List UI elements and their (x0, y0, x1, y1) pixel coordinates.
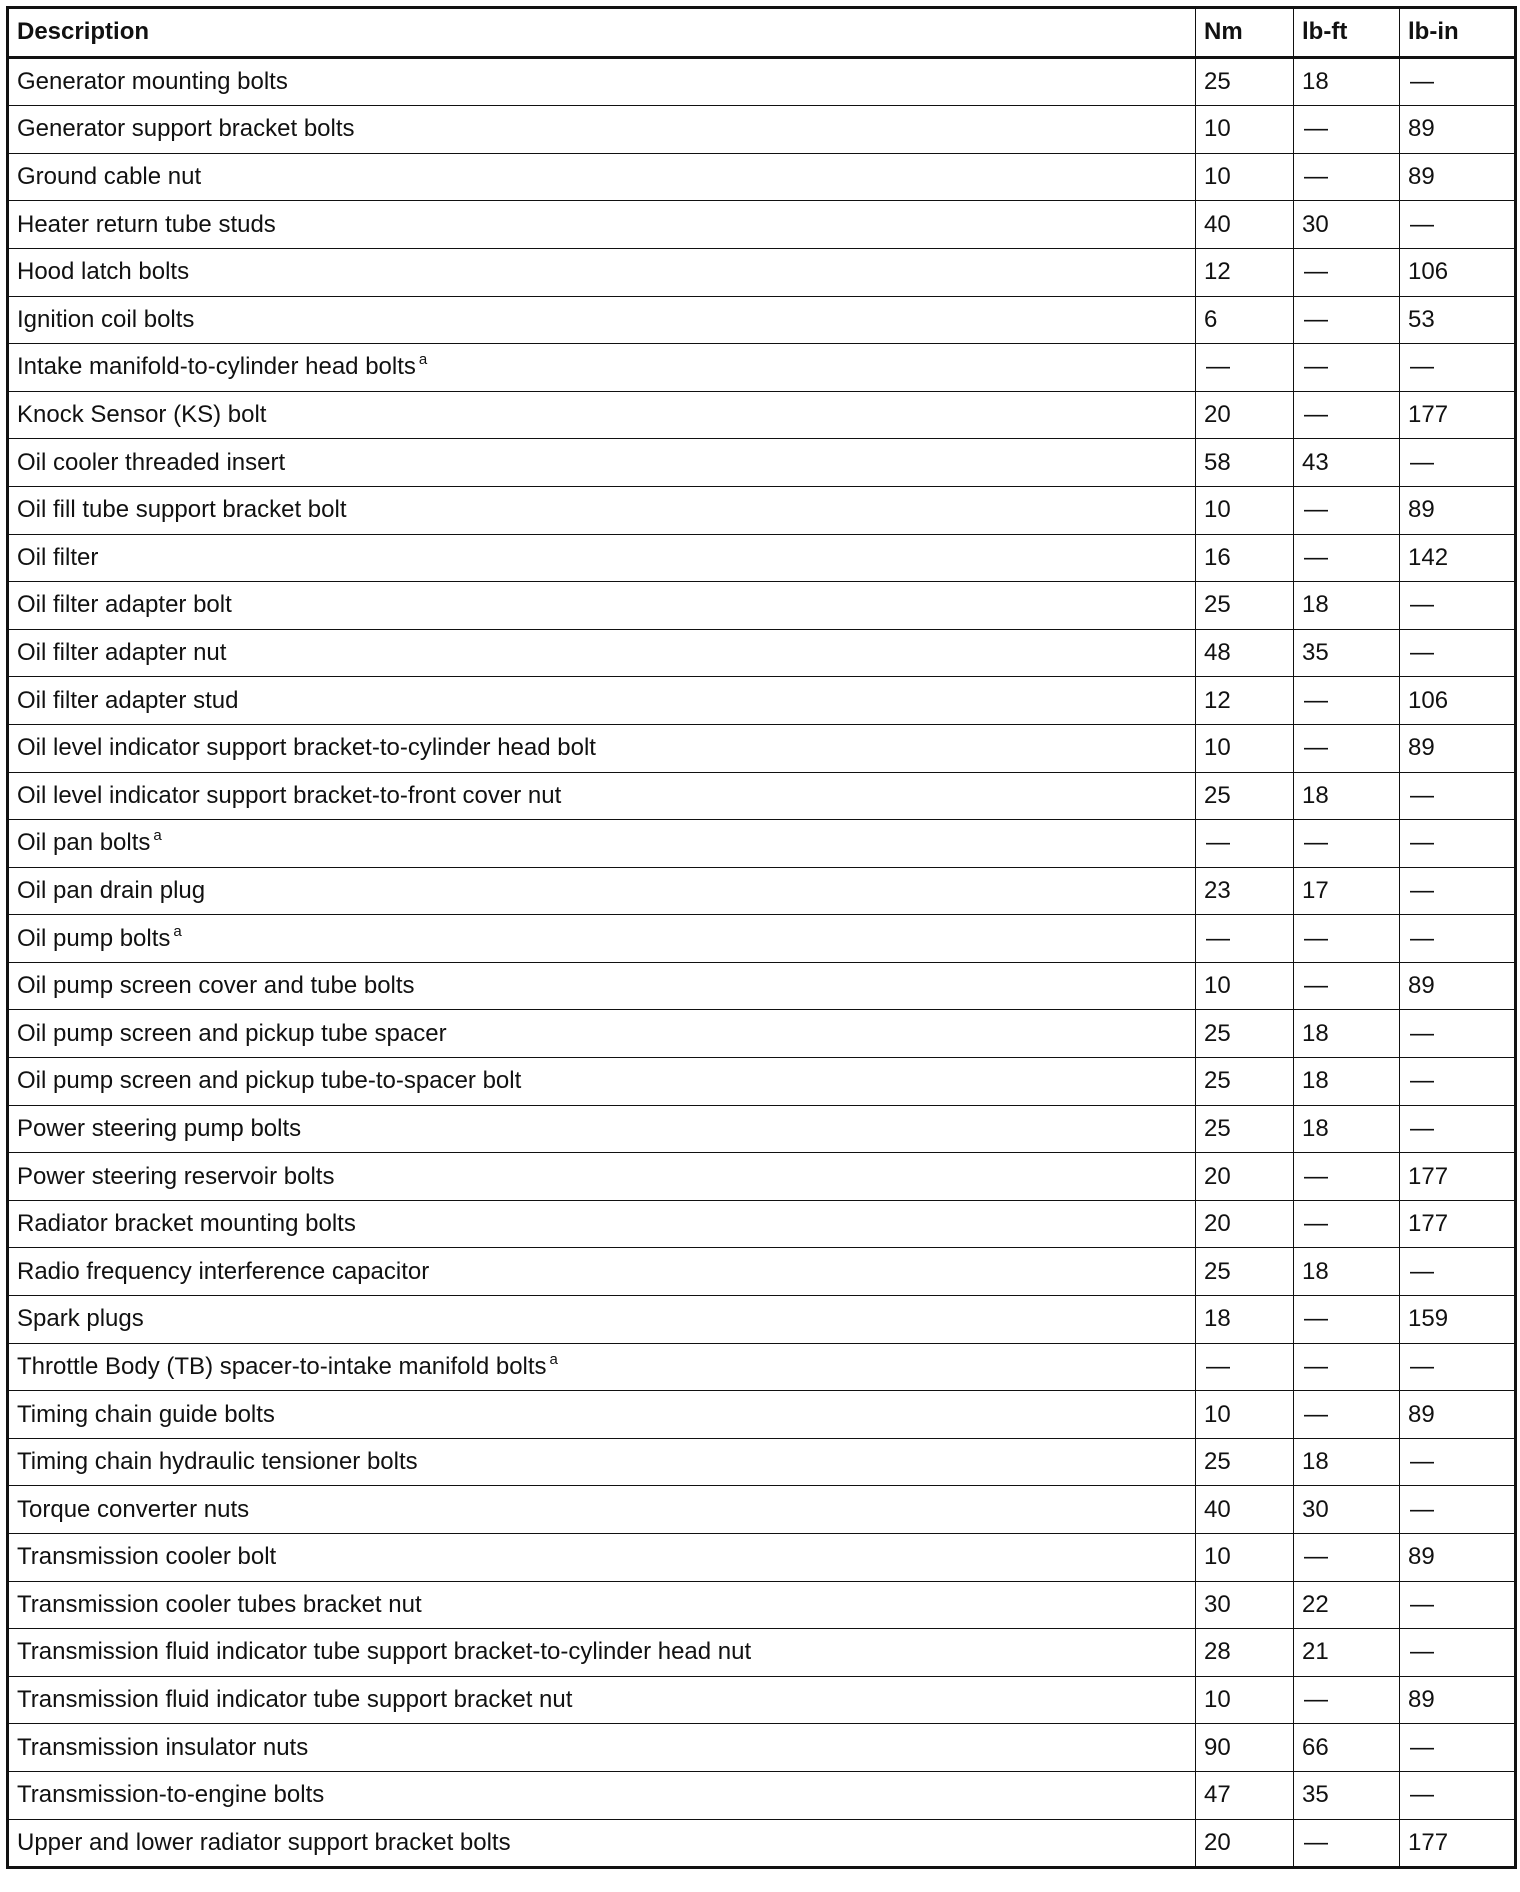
lbft-cell: — (1294, 391, 1400, 439)
lbft-cell: — (1294, 534, 1400, 582)
description-cell (8, 201, 1196, 249)
lbin-cell: 89 (1400, 106, 1516, 154)
lbin-cell: — (1400, 1629, 1516, 1677)
header-nm: Nm (1196, 8, 1294, 58)
table-row (8, 106, 1516, 154)
lbin-cell: 89 (1400, 1391, 1516, 1439)
table-row (8, 391, 1516, 439)
nm-cell: 16 (1196, 534, 1294, 582)
description-cell (8, 867, 1196, 915)
lbin-cell: 89 (1400, 962, 1516, 1010)
description-text: Oil pump screen and pickup tube spacer (17, 1019, 447, 1047)
lbin-cell: 177 (1400, 1819, 1516, 1868)
nm-cell: 20 (1196, 1153, 1294, 1201)
lbin-cell: — (1400, 582, 1516, 630)
description-text: Transmission cooler tubes bracket nut (17, 1590, 422, 1618)
lbin-cell: 159 (1400, 1296, 1516, 1344)
lbin-cell: 89 (1400, 486, 1516, 534)
lbin-cell: 89 (1400, 153, 1516, 201)
description-text: Radiator bracket mounting bolts (17, 1210, 356, 1238)
table-row (8, 57, 1516, 106)
nm-cell: 28 (1196, 1629, 1294, 1677)
lbft-cell: 30 (1294, 201, 1400, 249)
lbin-cell: — (1400, 915, 1516, 963)
table-row (8, 582, 1516, 630)
lbin-cell: — (1400, 1105, 1516, 1153)
lbft-cell: — (1294, 1676, 1400, 1724)
nm-cell: 25 (1196, 1105, 1294, 1153)
nm-cell: 23 (1196, 867, 1294, 915)
description-cell (8, 486, 1196, 534)
nm-cell: 25 (1196, 1248, 1294, 1296)
description-cell (8, 1153, 1196, 1201)
description-text: Heater return tube studs (17, 210, 276, 238)
lbft-cell: — (1294, 1153, 1400, 1201)
description-cell (8, 344, 1196, 392)
lbft-cell: — (1294, 248, 1400, 296)
description-cell (8, 629, 1196, 677)
description-text: Intake manifold-to-cylinder head bolts (17, 353, 416, 381)
nm-cell: 10 (1196, 962, 1294, 1010)
description-text: Hood latch bolts (17, 258, 190, 286)
lbin-cell: — (1400, 1771, 1516, 1819)
lbft-cell: 18 (1294, 57, 1400, 106)
description-cell (8, 1391, 1196, 1439)
description-cell (8, 1058, 1196, 1106)
lbft-cell: — (1294, 1296, 1400, 1344)
description-text: Oil fill tube support bracket bolt (17, 496, 347, 524)
table-row (8, 1438, 1516, 1486)
lbin-cell: — (1400, 1486, 1516, 1534)
lbin-cell: 89 (1400, 1534, 1516, 1582)
nm-cell: 90 (1196, 1724, 1294, 1772)
nm-cell: 10 (1196, 1534, 1294, 1582)
nm-cell: 20 (1196, 1819, 1294, 1868)
description-cell (8, 677, 1196, 725)
header-lbin: lb-in (1400, 8, 1516, 58)
description-cell (8, 1010, 1196, 1058)
lbin-cell: — (1400, 1343, 1516, 1391)
description-cell (8, 1438, 1196, 1486)
lbft-cell: — (1294, 820, 1400, 868)
lbin-cell: — (1400, 772, 1516, 820)
lbin-cell: — (1400, 57, 1516, 106)
table-row (8, 248, 1516, 296)
header-row (8, 8, 1516, 58)
header-lbft: lb-ft (1294, 8, 1400, 58)
lbin-cell: — (1400, 1438, 1516, 1486)
description-cell (8, 106, 1196, 154)
nm-cell: 10 (1196, 724, 1294, 772)
nm-cell: 10 (1196, 1676, 1294, 1724)
description-cell (8, 820, 1196, 868)
lbft-cell: 17 (1294, 867, 1400, 915)
description-text: Ground cable nut (17, 163, 202, 191)
lbft-cell: — (1294, 486, 1400, 534)
footnote-marker: a (549, 1350, 558, 1368)
table-row (8, 629, 1516, 677)
table-row (8, 201, 1516, 249)
table-row (8, 534, 1516, 582)
description-text: Generator mounting bolts (17, 67, 288, 95)
description-text: Transmission cooler bolt (17, 1543, 277, 1571)
nm-cell: 12 (1196, 248, 1294, 296)
lbin-cell: 106 (1400, 677, 1516, 725)
table-row (8, 1391, 1516, 1439)
lbft-cell: 18 (1294, 1438, 1400, 1486)
table-row (8, 962, 1516, 1010)
lbin-cell: — (1400, 1248, 1516, 1296)
description-cell (8, 296, 1196, 344)
description-cell (8, 1343, 1196, 1391)
nm-cell: 6 (1196, 296, 1294, 344)
table-row (8, 1058, 1516, 1106)
nm-cell: — (1196, 344, 1294, 392)
nm-cell: 25 (1196, 772, 1294, 820)
description-cell (8, 915, 1196, 963)
lbft-cell: 66 (1294, 1724, 1400, 1772)
lbft-cell: 22 (1294, 1581, 1400, 1629)
lbin-cell: 106 (1400, 248, 1516, 296)
table-row (8, 1200, 1516, 1248)
description-text: Generator support bracket bolts (17, 115, 355, 143)
nm-cell: 10 (1196, 106, 1294, 154)
description-cell (8, 153, 1196, 201)
lbft-cell: — (1294, 724, 1400, 772)
lbft-cell: — (1294, 962, 1400, 1010)
lbin-cell: 89 (1400, 724, 1516, 772)
table-row (8, 1296, 1516, 1344)
description-cell (8, 1724, 1196, 1772)
nm-cell: 20 (1196, 1200, 1294, 1248)
footnote-marker: a (173, 922, 182, 940)
description-cell (8, 1105, 1196, 1153)
lbin-cell: — (1400, 820, 1516, 868)
lbft-cell: — (1294, 915, 1400, 963)
nm-cell: 47 (1196, 1771, 1294, 1819)
description-text: Oil pump screen and pickup tube-to-spacer bolt (17, 1067, 522, 1095)
description-cell (8, 582, 1196, 630)
description-cell (8, 1771, 1196, 1819)
table-header (8, 8, 1516, 58)
description-text: Oil pan drain plug (17, 876, 206, 904)
description-text: Radio frequency interference capacitor (17, 1257, 430, 1285)
description-cell (8, 1534, 1196, 1582)
description-cell (8, 1629, 1196, 1677)
table-row (8, 1581, 1516, 1629)
nm-cell: 25 (1196, 582, 1294, 630)
nm-cell: — (1196, 1343, 1294, 1391)
table-row (8, 344, 1516, 392)
lbft-cell: 18 (1294, 582, 1400, 630)
description-cell (8, 534, 1196, 582)
lbft-cell: — (1294, 1391, 1400, 1439)
table-row (8, 1629, 1516, 1677)
table-row (8, 1248, 1516, 1296)
table-row (8, 1534, 1516, 1582)
description-text: Transmission fluid indicator tube support bracket nut (17, 1686, 573, 1714)
description-text: Oil pump bolts (17, 924, 171, 952)
lbft-cell: — (1294, 344, 1400, 392)
lbft-cell: 21 (1294, 1629, 1400, 1677)
table-row (8, 1105, 1516, 1153)
description-cell (8, 1676, 1196, 1724)
nm-cell: 58 (1196, 439, 1294, 487)
lbft-cell: 18 (1294, 1248, 1400, 1296)
table-row (8, 867, 1516, 915)
description-cell (8, 1486, 1196, 1534)
nm-cell: 25 (1196, 1058, 1294, 1106)
description-text: Timing chain hydraulic tensioner bolts (17, 1448, 418, 1476)
description-text: Oil level indicator support bracket-to-front cover nut (17, 781, 562, 809)
table-row (8, 1771, 1516, 1819)
table-row (8, 1819, 1516, 1868)
nm-cell: 10 (1196, 486, 1294, 534)
description-cell (8, 772, 1196, 820)
table-row (8, 1343, 1516, 1391)
description-text: Oil pump screen cover and tube bolts (17, 972, 415, 1000)
description-text: Timing chain guide bolts (17, 1400, 275, 1428)
table-row (8, 677, 1516, 725)
description-text: Oil cooler threaded insert (17, 448, 286, 476)
description-text: Oil filter (17, 543, 99, 571)
lbin-cell: 177 (1400, 1200, 1516, 1248)
nm-cell: 20 (1196, 391, 1294, 439)
nm-cell: 40 (1196, 201, 1294, 249)
lbft-cell: 18 (1294, 1010, 1400, 1058)
lbft-cell: 30 (1294, 1486, 1400, 1534)
lbft-cell: — (1294, 1200, 1400, 1248)
footnote-marker: a (153, 827, 162, 845)
description-cell (8, 57, 1196, 106)
lbft-cell: 35 (1294, 629, 1400, 677)
nm-cell: 30 (1196, 1581, 1294, 1629)
description-cell (8, 391, 1196, 439)
header-description: Description (8, 8, 1196, 58)
lbft-cell: — (1294, 106, 1400, 154)
description-text: Oil filter adapter nut (17, 639, 227, 667)
lbft-cell: 18 (1294, 1058, 1400, 1106)
table-row (8, 1486, 1516, 1534)
table-row (8, 1010, 1516, 1058)
description-text: Knock Sensor (KS) bolt (17, 401, 267, 429)
description-text: Transmission fluid indicator tube support bracket-to-cylinder head nut (17, 1638, 752, 1666)
description-cell (8, 1248, 1196, 1296)
lbin-cell: — (1400, 867, 1516, 915)
description-text: Transmission insulator nuts (17, 1733, 309, 1761)
lbin-cell: — (1400, 201, 1516, 249)
lbft-cell: — (1294, 296, 1400, 344)
nm-cell: 10 (1196, 1391, 1294, 1439)
description-cell (8, 248, 1196, 296)
table-body (8, 57, 1516, 1868)
lbin-cell: — (1400, 1724, 1516, 1772)
lbft-cell: — (1294, 1819, 1400, 1868)
lbft-cell: — (1294, 1534, 1400, 1582)
nm-cell: 18 (1196, 1296, 1294, 1344)
table-row (8, 1676, 1516, 1724)
table-row (8, 915, 1516, 963)
description-text: Oil filter adapter bolt (17, 591, 232, 619)
lbin-cell: — (1400, 344, 1516, 392)
table-row (8, 1153, 1516, 1201)
lbft-cell: 35 (1294, 1771, 1400, 1819)
lbin-cell: 89 (1400, 1676, 1516, 1724)
lbin-cell: 142 (1400, 534, 1516, 582)
description-text: Power steering reservoir bolts (17, 1162, 335, 1190)
description-text: Oil level indicator support bracket-to-cylinder head bolt (17, 734, 596, 762)
description-cell (8, 1200, 1196, 1248)
table-row (8, 439, 1516, 487)
lbft-cell: — (1294, 1343, 1400, 1391)
table-row (8, 772, 1516, 820)
lbin-cell: 177 (1400, 391, 1516, 439)
lbft-cell: 18 (1294, 1105, 1400, 1153)
nm-cell: 12 (1196, 677, 1294, 725)
description-cell (8, 962, 1196, 1010)
torque-spec-table (6, 6, 1517, 1869)
lbft-cell: 43 (1294, 439, 1400, 487)
nm-cell: 25 (1196, 1438, 1294, 1486)
nm-cell: — (1196, 915, 1294, 963)
nm-cell: 25 (1196, 57, 1294, 106)
description-text: Upper and lower radiator support bracket bolts (17, 1828, 511, 1856)
nm-cell: 25 (1196, 1010, 1294, 1058)
nm-cell: 10 (1196, 153, 1294, 201)
table-row (8, 820, 1516, 868)
nm-cell: 40 (1196, 1486, 1294, 1534)
footnote-marker: a (418, 351, 428, 369)
lbin-cell: — (1400, 1010, 1516, 1058)
lbin-cell: 177 (1400, 1153, 1516, 1201)
lbft-cell: 18 (1294, 772, 1400, 820)
table-row (8, 724, 1516, 772)
nm-cell: — (1196, 820, 1294, 868)
table-row (8, 296, 1516, 344)
lbft-cell: — (1294, 677, 1400, 725)
description-text: Transmission-to-engine bolts (17, 1781, 325, 1809)
description-text: Oil pan bolts (17, 829, 151, 857)
table-row (8, 153, 1516, 201)
table-row (8, 1724, 1516, 1772)
lbin-cell: — (1400, 1058, 1516, 1106)
lbin-cell: 53 (1400, 296, 1516, 344)
description-text: Ignition coil bolts (17, 305, 195, 333)
description-text: Throttle Body (TB) spacer-to-intake manifold bolts (17, 1352, 547, 1380)
description-text: Spark plugs (17, 1305, 144, 1333)
description-cell (8, 724, 1196, 772)
description-text: Oil filter adapter stud (17, 686, 239, 714)
nm-cell: 48 (1196, 629, 1294, 677)
description-cell (8, 1581, 1196, 1629)
lbin-cell: — (1400, 439, 1516, 487)
description-text: Torque converter nuts (17, 1495, 250, 1523)
description-text: Power steering pump bolts (17, 1114, 302, 1142)
lbin-cell: — (1400, 1581, 1516, 1629)
description-cell (8, 1819, 1196, 1868)
table-row (8, 486, 1516, 534)
lbft-cell: — (1294, 153, 1400, 201)
lbin-cell: — (1400, 629, 1516, 677)
description-cell (8, 1296, 1196, 1344)
description-cell (8, 439, 1196, 487)
